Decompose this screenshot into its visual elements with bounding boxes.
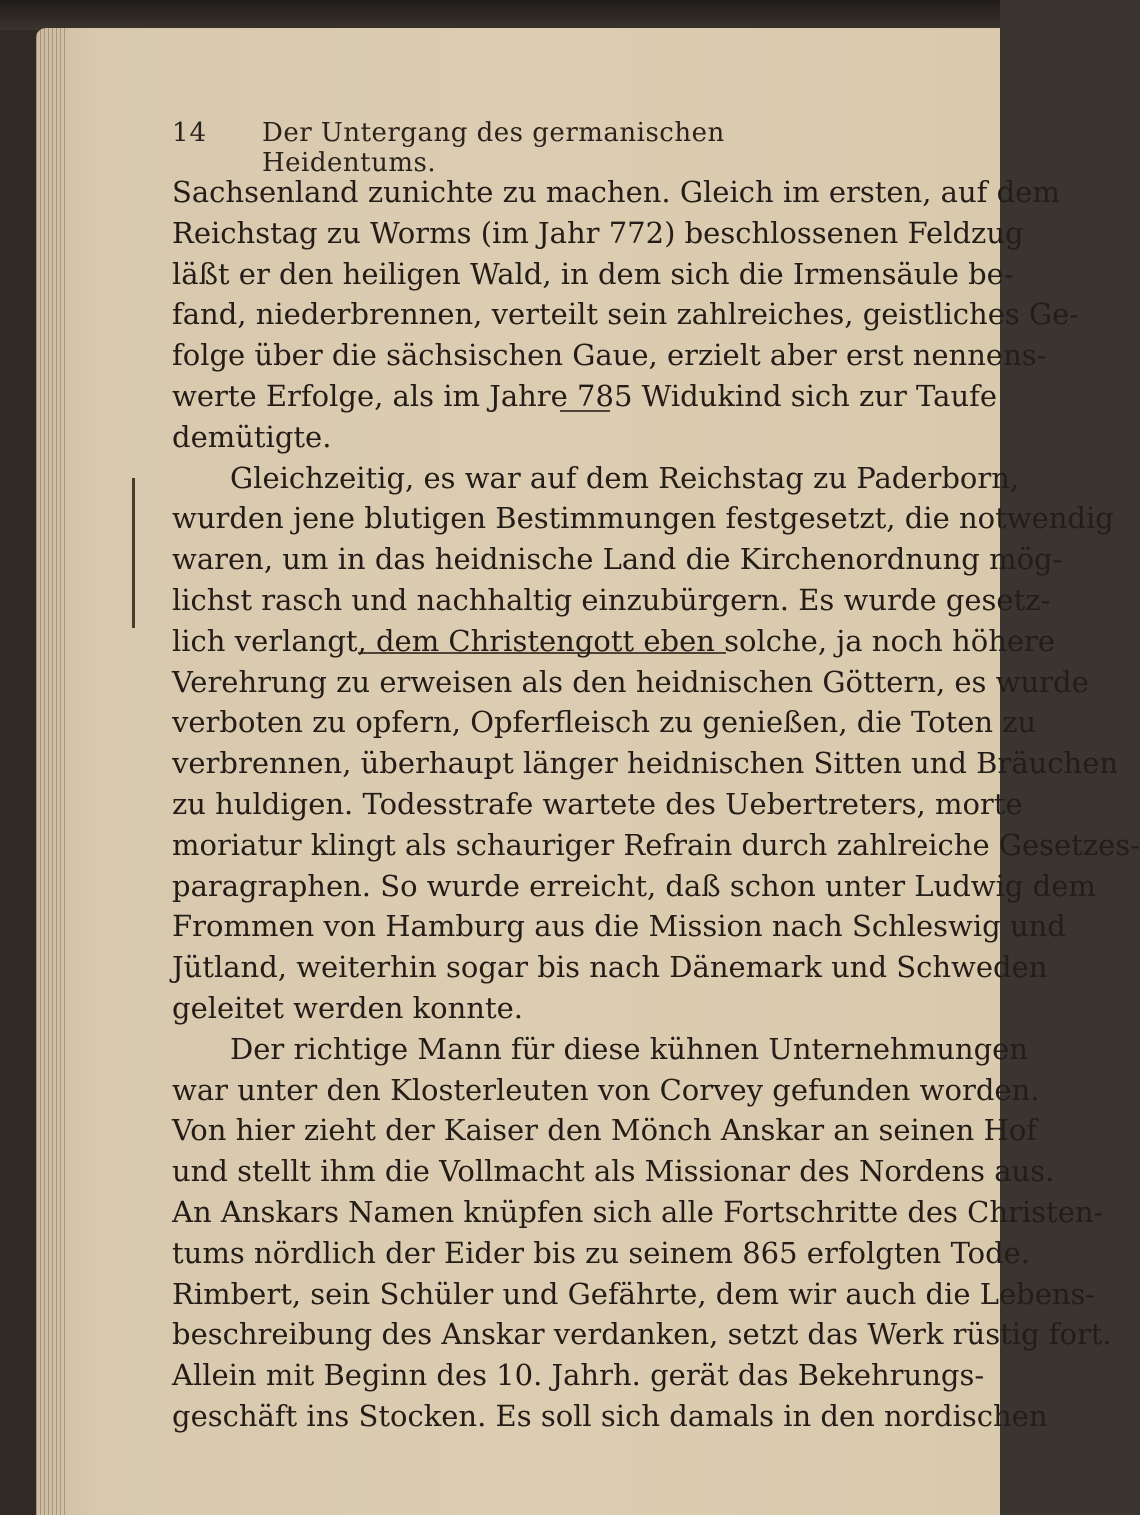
running-title: Der Untergang des germanischen Heidentums. [262, 118, 725, 178]
page-stack-edges [36, 28, 66, 1515]
text-line: Frommen von Hamburg aus die Mission nach Schleswig und [172, 909, 1066, 944]
book-cover-edge [0, 0, 1000, 30]
text-line: läßt er den heiligen Wald, in dem sich die Irmensäule be- [172, 256, 1014, 291]
text-line: Verehrung zu erweisen als den heidnischen Göttern, es wurde [172, 664, 1089, 699]
text-line: verboten zu opfern, Opferfleisch zu genießen, die Toten zu [172, 705, 1037, 740]
text-line: zu huldigen. Todesstrafe wartete des Uebertreters, morte [172, 786, 1023, 821]
text-line: moriatur klingt als schauriger Refrain durch zahlreiche Gesetzes- [172, 827, 1140, 862]
page-header [172, 118, 892, 178]
text-line: geleitet werden konnte. [172, 990, 524, 1025]
text-line: folge über die sächsischen Gaue, erzielt aber erst nennens- [172, 338, 1047, 373]
text-line: beschreibung des Anskar verdanken, setzt das Werk rüstig fort. [172, 1317, 1112, 1352]
text-line: tums nördlich der Eider bis zu seinem 865 erfolgten Tode. [172, 1235, 1031, 1270]
text-line: waren, um in das heidnische Land die Kirchenordnung mög- [172, 542, 1063, 577]
text-line: Gleichzeitig, es war auf dem Reichstag zu Paderborn, [230, 460, 1020, 495]
text-line: lich verlangt, dem Christengott eben solche, ja noch höhere [172, 623, 1056, 658]
text-line: geschäft ins Stocken. Es soll sich damals in den nordischen [172, 1398, 1048, 1433]
text-line: Rimbert, sein Schüler und Gefährte, dem wir auch die Lebens- [172, 1276, 1096, 1311]
margin-pencil-mark [132, 478, 135, 628]
text-line: Reichstag zu Worms (im Jahr 772) beschlossenen Feldzug [172, 215, 1024, 250]
text-line: wurden jene blutigen Bestimmungen festgesetzt, die notwendig [172, 501, 1114, 536]
text-line: und stellt ihm die Vollmacht als Missionar des Nordens aus. [172, 1154, 1055, 1189]
text-line: Jütland, weiterhin sogar bis nach Dänemark und Schweden [172, 950, 1048, 985]
text-line: Der richtige Mann für diese kühnen Unternehmungen [230, 1031, 1028, 1066]
text-line: demütigte. [172, 419, 332, 454]
text-line: Von hier zieht der Kaiser den Mönch Anskar an seinen Hof [172, 1113, 1038, 1148]
text-line: lichst rasch und nachhaltig einzubürgern. Es wurde gesetz- [172, 582, 1051, 617]
text-line: An Anskars Namen knüpfen sich alle Fortschritte des Christen- [172, 1194, 1104, 1229]
text-line: Allein mit Beginn des 10. Jahrh. gerät das Bekehrungs- [172, 1358, 985, 1393]
text-line: Sachsenland zunichte zu machen. Gleich im ersten, auf dem [172, 175, 1060, 209]
body-text [172, 172, 1140, 1437]
text-line: war unter den Klosterleuten von Corvey gefunden worden. [172, 1072, 1040, 1107]
text-line: paragraphen. So wurde erreicht, daß schon unter Ludwig dem [172, 868, 1096, 903]
text-line: werte Erfolge, als im Jahre 785 Widukind sich zur Taufe [172, 378, 998, 413]
page-number: 14 [172, 118, 208, 148]
text-line: fand, niederbrennen, verteilt sein zahlreiches, geistliches Ge- [172, 297, 1080, 332]
text-line: verbrennen, überhaupt länger heidnischen Sitten und Bräuchen [172, 746, 1119, 781]
